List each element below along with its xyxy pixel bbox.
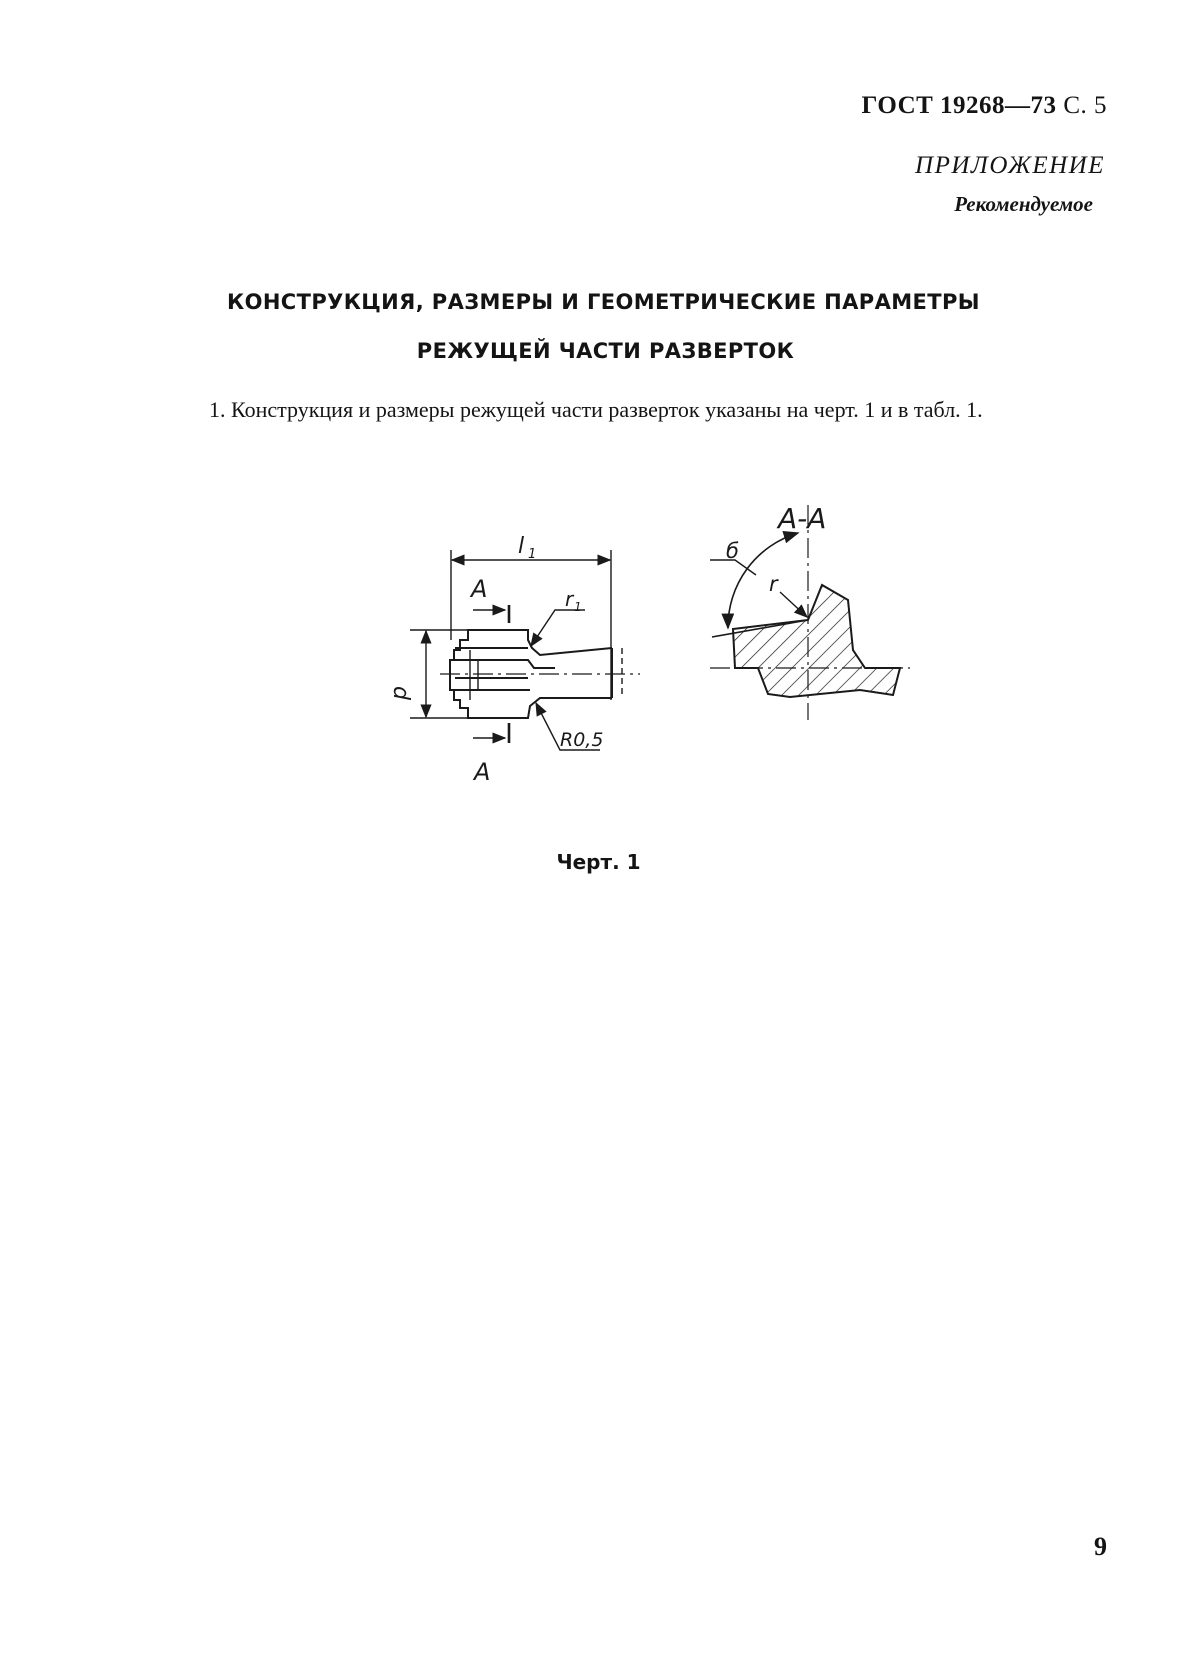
fillet-radius-label: R0,5 — [560, 729, 604, 751]
r1-subscript: 1 — [574, 600, 582, 614]
figure-caption: Черт. 1 — [556, 850, 641, 874]
section-letter-bottom: А — [474, 758, 491, 786]
section-title-a-a: А-А — [778, 502, 827, 535]
section-a-a-view — [710, 502, 910, 720]
section-title-line-1: КОНСТРУКЦИЯ, РАЗМЕРЫ И ГЕОМЕТРИЧЕСКИЕ ПАРАМЕТРЫ — [227, 290, 980, 314]
tooth-section-hatched — [733, 585, 900, 697]
diameter-label: d — [388, 686, 413, 700]
length-subscript: 1 — [528, 547, 537, 562]
page-number: 9 — [1094, 1532, 1107, 1561]
length-label: l — [518, 534, 525, 559]
angle-label: б — [726, 539, 739, 563]
page-reference: С. 5 — [1063, 92, 1107, 119]
section-title-line-2: РЕЖУЩЕЙ ЧАСТИ РАЗВЕРТОК — [416, 339, 795, 363]
appendix-label: ПРИЛОЖЕНИЕ — [915, 152, 1105, 179]
paragraph-text: 1. Конструкция и размеры режущей части разверток указаны на черт. 1 и в табл. 1. — [209, 397, 983, 422]
r1-label: r — [565, 587, 574, 611]
section-letter-top: А — [471, 575, 488, 603]
standard-number: ГОСТ 19268—73 — [861, 92, 1057, 119]
appendix-status: Рекомендуемое — [954, 192, 1093, 216]
reamer-side-view — [410, 550, 640, 750]
r-label: r — [769, 572, 778, 596]
